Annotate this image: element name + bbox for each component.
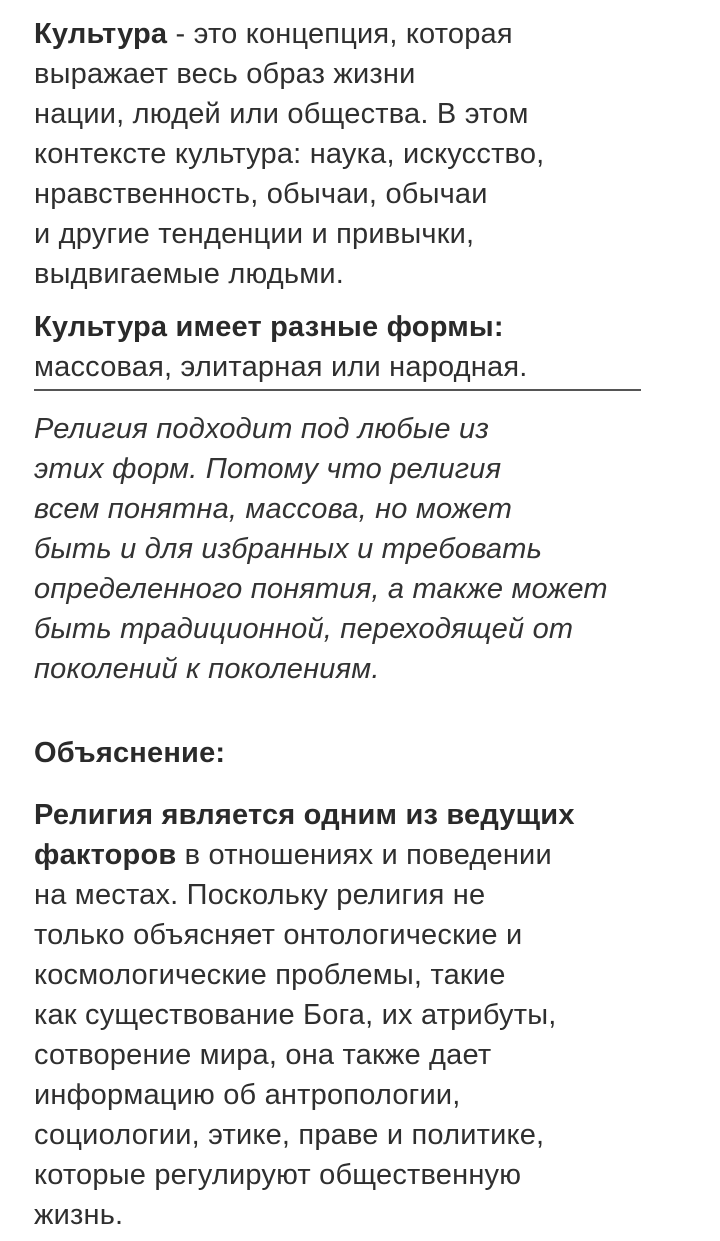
culture-forms-heading: Культура имеет разные формы:	[34, 311, 504, 343]
explanation-paragraph	[34, 795, 694, 1235]
text-line: только объясняет онтологические и	[34, 919, 523, 951]
text-line: космологические проблемы, такие	[34, 959, 506, 991]
text-line: нации, людей или общества. В этом	[34, 98, 529, 130]
text-line: которые регулируют общественную	[34, 1159, 522, 1191]
text-line: этих форм. Потому что религия	[34, 453, 502, 485]
text-segment: в отношениях и поведении	[176, 839, 552, 871]
text-line	[34, 835, 694, 875]
text-line: быть традиционной, переходящей от	[34, 613, 574, 645]
definition-text: - это концепция, которая	[167, 18, 513, 50]
culture-forms-list: массовая, элитарная или народная.	[34, 347, 641, 391]
text-line: выдвигаемые людьми.	[34, 258, 344, 290]
document-page	[34, 14, 694, 1235]
text-line: сотворение мира, она также дает	[34, 1039, 492, 1071]
text-line: и другие тенденции и привычки,	[34, 218, 475, 250]
bold-phrase: факторов	[34, 839, 177, 871]
text-line	[34, 14, 694, 54]
term-culture: Культура	[34, 18, 168, 50]
text-line: всем понятна, массова, но может	[34, 493, 513, 525]
text-line: определенного понятия, а также может	[34, 573, 608, 605]
text-line: поколений к поколениям.	[34, 653, 380, 685]
culture-forms-paragraph	[34, 307, 694, 391]
culture-definition-paragraph	[34, 14, 694, 294]
explanation-heading-paragraph	[34, 733, 694, 773]
text-line: Религия подходит под любые из	[34, 413, 490, 445]
text-line: как существование Бога, их атрибуты,	[34, 999, 557, 1031]
text-line: жизнь.	[34, 1199, 124, 1231]
text-line: контексте культура: наука, искусство,	[34, 138, 545, 170]
explanation-heading: Объяснение:	[34, 737, 226, 769]
text-line: нравственность, обычаи, обычаи	[34, 178, 488, 210]
text-line: выражает весь образ жизни	[34, 58, 416, 90]
text-line-bold: Религия является одним из ведущих	[34, 799, 575, 831]
text-line: на местах. Поскольку религия не	[34, 879, 486, 911]
religion-forms-paragraph	[34, 409, 694, 689]
text-line: быть и для избранных и требовать	[34, 533, 543, 565]
text-line: социологии, этике, праве и политике,	[34, 1119, 545, 1151]
text-line	[34, 347, 694, 391]
text-line: информацию об антропологии,	[34, 1079, 461, 1111]
